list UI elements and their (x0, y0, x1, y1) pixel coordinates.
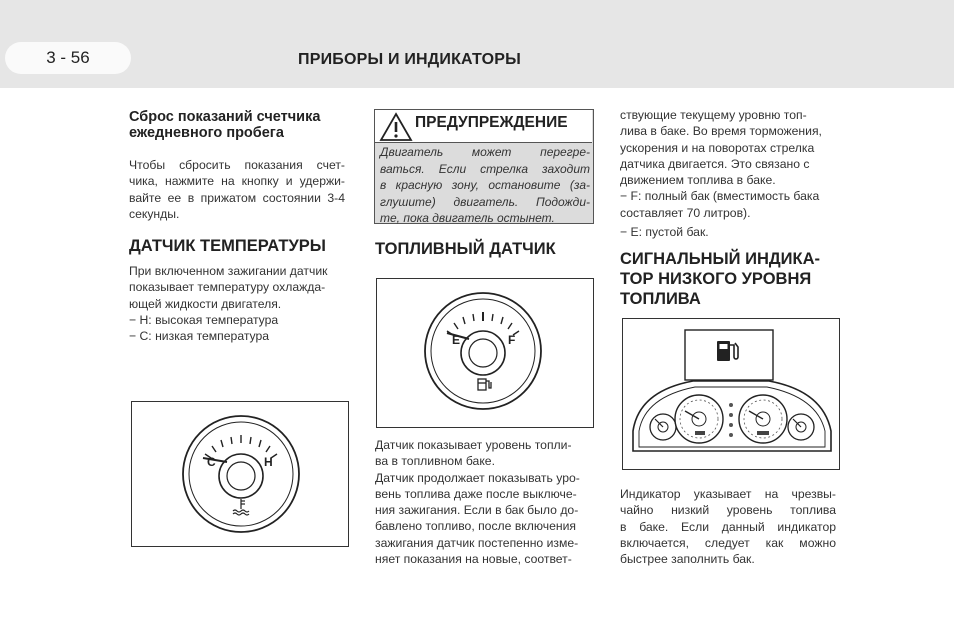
trip-reset-heading: Сброс показаний счетчика ежедневного пробега (129, 109, 321, 141)
warning-header (375, 110, 592, 143)
fuel-full-label: F (508, 333, 516, 347)
low-fuel-heading: СИГНАЛЬНЫЙ ИНДИКА- ТОР НИЗКОГО УРОВНЯ ТОПЛИВА (620, 250, 820, 308)
fuel-heading: ТОПЛИВНЫЙ ДАТЧИК (375, 240, 556, 258)
temp-gauge-figure (131, 401, 349, 547)
page-number: 3 - 56 (5, 42, 131, 74)
low-fuel-text: Индикатор указывает на чрезвы- чайно низкий уровень топлива в баке. Если данный индикатор включается, следует как можно быстрее заполнить бак. (620, 487, 836, 567)
fuel-text: Датчик показывает уровень топли- ва в топливном баке. Датчик продолжает показывать уро- вень топлива даже после выключе- ния зажигания. Если в бак было до- бавлено топливо, после включения зажигания датчик постепенно изме- няет показания на новые, соответ- (375, 438, 580, 567)
temp-low-label: C (207, 455, 216, 469)
trip-reset-text: Чтобы сбросить показания счет- чика, нажмите на кнопку и удержи- вайте ее в прижатом состоянии 3-4 секунды. (129, 158, 345, 221)
fuel-pump-icon (478, 379, 491, 390)
fuel-gauge-figure (376, 278, 594, 428)
warning-title: ПРЕДУПРЕЖДЕНИЕ (415, 114, 568, 131)
fuel-empty-label: E (452, 333, 461, 347)
section-title: ПРИБОРЫ И ИНДИКАТОРЫ (298, 51, 521, 68)
instrument-cluster-figure (622, 318, 840, 470)
fuel-text-continued: ствующие текущему уровню топ- лива в баке. Во время торможения, ускорения и на поворотах стрелка датчика двигается. Это связано с движением топлива в баке. − F: полный бак (вместимость бака составляет 70 литров). − E: пустой бак. (620, 108, 822, 240)
warning-triangle-icon (379, 112, 413, 142)
temp-heading: ДАТЧИК ТЕМПЕРАТУРЫ (129, 237, 326, 255)
warning-box (374, 109, 594, 224)
temp-high-label: H (264, 455, 273, 469)
page-header-band (0, 0, 954, 88)
warning-text: Двигатель может перегре- ваться. Если стрелка заходит в красную зону, остановите (за- глушите) двигатель. Подожди- те, пока двигатель остынет. (380, 145, 590, 225)
coolant-thermometer-icon (233, 499, 249, 515)
temp-text: При включенном зажигании датчик показывает температуру охлажда- ющей жидкости двигателя. − H: высокая температура − C: низкая температура (129, 264, 328, 344)
